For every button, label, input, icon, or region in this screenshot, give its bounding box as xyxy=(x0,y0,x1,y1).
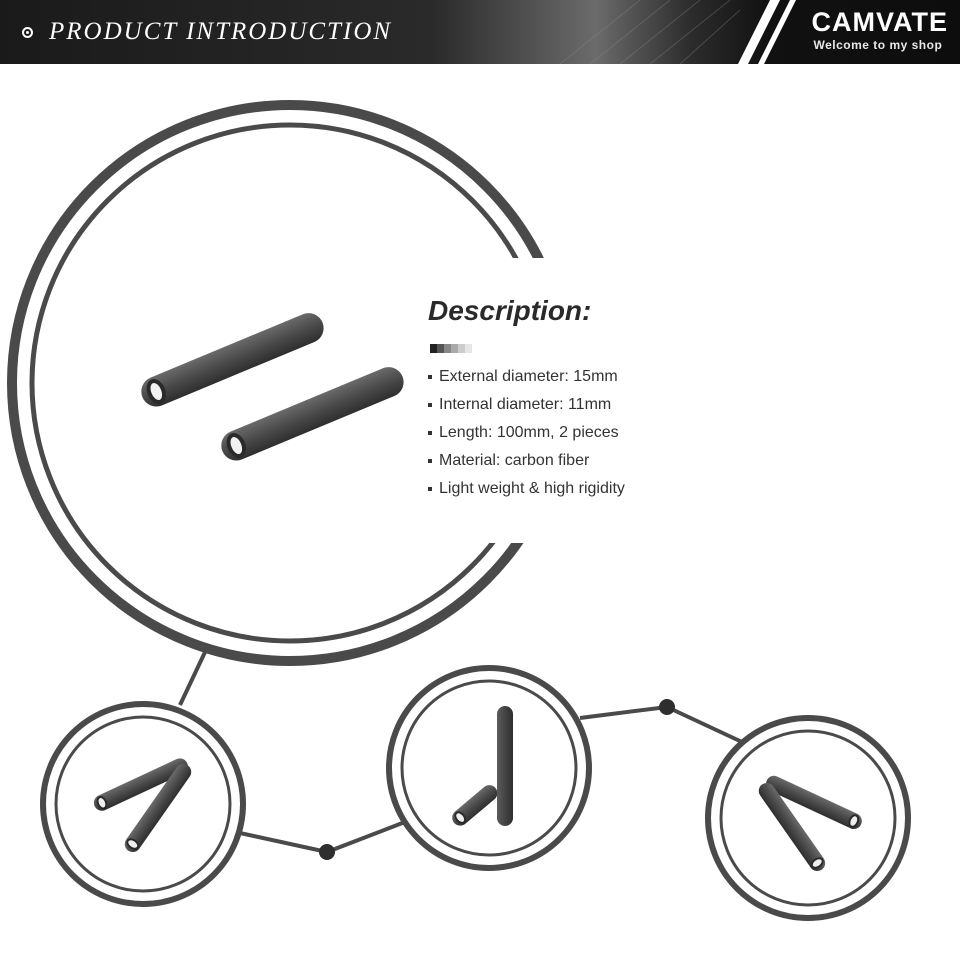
bullet-icon xyxy=(428,403,432,407)
thumbnail-circle-left xyxy=(43,704,243,904)
connector-dot xyxy=(659,699,675,715)
spec-text: External diameter: 15mm xyxy=(439,368,618,385)
description-heading: Description: xyxy=(428,295,592,326)
thumbnail-circle-right xyxy=(708,718,908,918)
brand-name: CAMVATE xyxy=(811,7,948,37)
spec-list xyxy=(428,363,848,503)
title-text: PRODUCT INTRODUCTION xyxy=(49,18,393,45)
thumbnail-circle-middle xyxy=(389,668,589,868)
bullet-icon xyxy=(428,375,432,379)
spec-item xyxy=(428,475,848,503)
spec-item xyxy=(428,363,848,391)
spec-text: Length: 100mm, 2 pieces xyxy=(439,424,619,441)
spec-item xyxy=(428,447,848,475)
bullet-icon xyxy=(428,487,432,491)
description-panel xyxy=(428,292,848,503)
spec-item xyxy=(428,391,848,419)
spec-item xyxy=(428,419,848,447)
spec-text: Material: carbon fiber xyxy=(439,452,590,469)
spec-text: Internal diameter: 11mm xyxy=(439,396,612,413)
gradient-divider xyxy=(430,344,848,353)
bullet-icon xyxy=(428,459,432,463)
connector-dot xyxy=(319,844,335,860)
brand-tagline: Welcome to my shop xyxy=(813,38,943,52)
main-carbon-rods xyxy=(137,308,409,465)
bullet-icon xyxy=(428,431,432,435)
spec-text: Light weight & high rigidity xyxy=(439,480,625,497)
